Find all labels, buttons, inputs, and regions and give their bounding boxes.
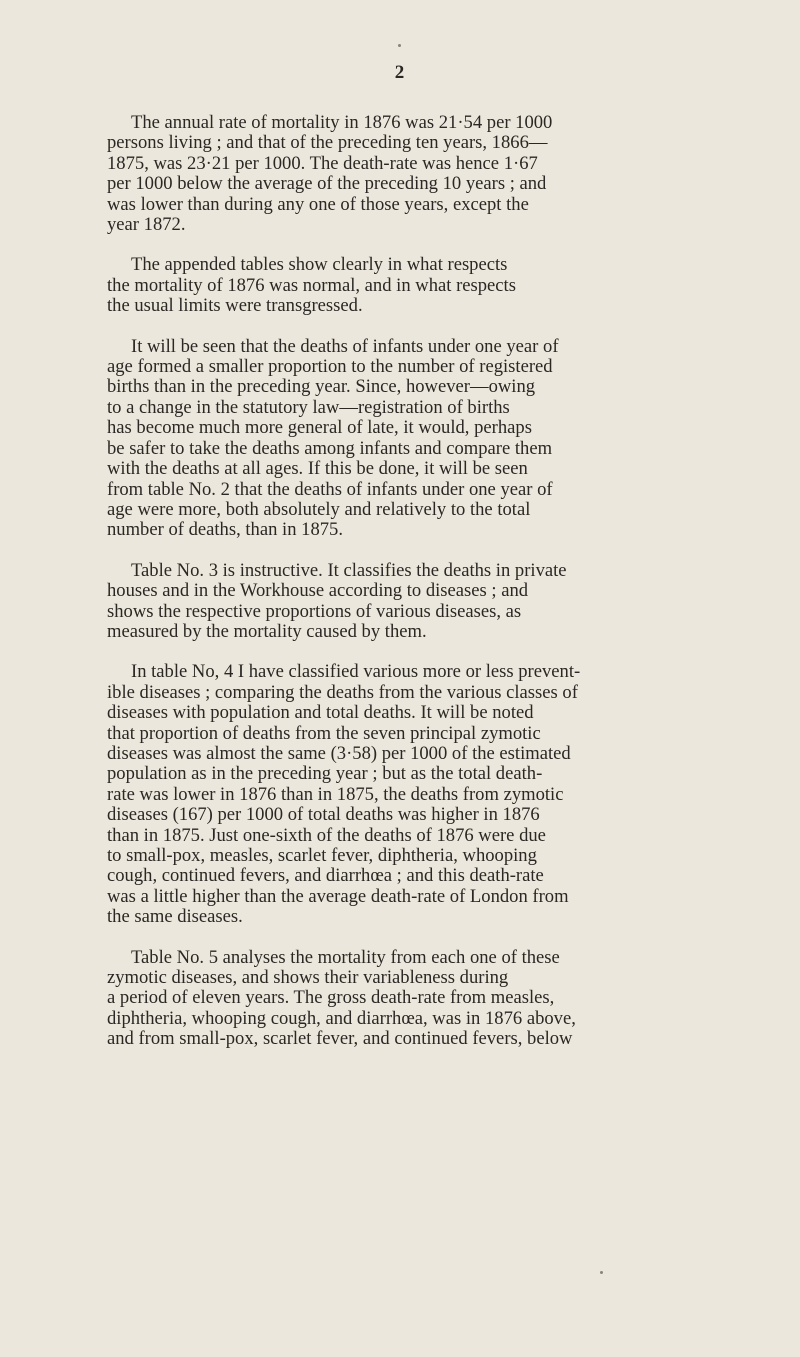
paragraph-6: [107, 948, 711, 1050]
text-line: houses and in the Workhouse according to diseases ; and: [107, 580, 529, 602]
text-line: persons living ; and that of the preceding ten years, 1866—: [107, 132, 548, 154]
text-line: ible diseases ; comparing the deaths from the various classes of: [107, 681, 578, 703]
text-line: number of deaths, than in 1875.: [107, 519, 343, 541]
text-line: be safer to take the deaths among infants and compare them: [107, 437, 553, 459]
text-line: age formed a smaller proportion to the number of registered: [107, 356, 553, 378]
text-line: diphtheria, whooping cough, and diarrhœa, was in 1876 above,: [107, 1007, 576, 1029]
text-line: per 1000 below the average of the preceding 10 years ; and: [107, 173, 547, 195]
text-line: Table No. 3 is instructive. It classifies the deaths in private: [131, 559, 567, 581]
text-line: 1875, was 23·21 per 1000. The death-rate was hence 1·67: [107, 152, 538, 174]
body-text: [107, 113, 711, 1070]
text-line: It will be seen that the deaths of infants under one year of: [131, 335, 559, 357]
text-line: diseases (167) per 1000 of total deaths was higher in 1876: [107, 804, 540, 826]
text-line: year 1872.: [107, 214, 186, 236]
paragraph-5: [107, 662, 711, 927]
text-line: Table No. 5 analyses the mortality from each one of these: [131, 946, 560, 968]
paragraph-2: [107, 255, 711, 316]
text-line: from table No. 2 that the deaths of infants under one year of: [107, 478, 553, 500]
paragraph-1: [107, 113, 711, 235]
text-line: population as in the preceding year ; but as the total death-: [107, 763, 543, 785]
text-line: to a change in the statutory law—registration of births: [107, 396, 510, 418]
text-line: the mortality of 1876 was normal, and in what respects: [107, 274, 516, 296]
text-line: shows the respective proportions of various diseases, as: [107, 600, 522, 622]
paragraph-3: [107, 337, 711, 541]
text-line: cough, continued fevers, and diarrhœa ; and this death-rate: [107, 865, 544, 887]
text-line: to small-pox, measles, scarlet fever, diphtheria, whooping: [107, 845, 537, 866]
text-line: measured by the mortality caused by them.: [107, 620, 427, 642]
text-line: diseases with population and total deaths. It will be noted: [107, 702, 534, 724]
text-line: rate was lower in 1876 than in 1875, the deaths from zymotic: [107, 783, 564, 805]
text-line: zymotic diseases, and shows their variableness during: [107, 967, 509, 989]
text-line: the usual limits were transgressed.: [107, 295, 363, 317]
text-line: has become much more general of late, it would, perhaps: [107, 417, 532, 439]
text-line: was a little higher than the average death-rate of London from: [107, 885, 569, 907]
text-line: diseases was almost the same (3·58) per 1000 of the estimated: [107, 742, 571, 764]
text-line: In table No, 4 I have classified various more or less prevent-: [131, 661, 581, 683]
text-line: that proportion of deaths from the seven principal zymotic: [107, 722, 541, 744]
text-line: a period of eleven years. The gross death-rate from measles,: [107, 987, 555, 1009]
paragraph-4: [107, 561, 711, 643]
text-line: the same diseases.: [107, 906, 243, 928]
text-line: than in 1875. Just one-sixth of the deaths of 1876 were due: [107, 824, 546, 846]
text-line: and from small-pox, scarlet fever, and continued fevers, below: [107, 1028, 573, 1050]
text-line: with the deaths at all ages. If this be done, it will be seen: [107, 458, 528, 480]
text-line: was lower than during any one of those years, except the: [107, 193, 529, 215]
text-line: The appended tables show clearly in what respects: [131, 254, 508, 276]
text-line: age were more, both absolutely and relatively to the total: [107, 498, 531, 520]
paper-speck: [600, 1271, 603, 1274]
text-line: births than in the preceding year. Since, however—owing: [107, 376, 536, 398]
text-line: The annual rate of mortality in 1876 was 21·54 per 1000: [131, 112, 553, 133]
paper-speck: [398, 44, 401, 47]
page-number: 2: [394, 62, 406, 83]
